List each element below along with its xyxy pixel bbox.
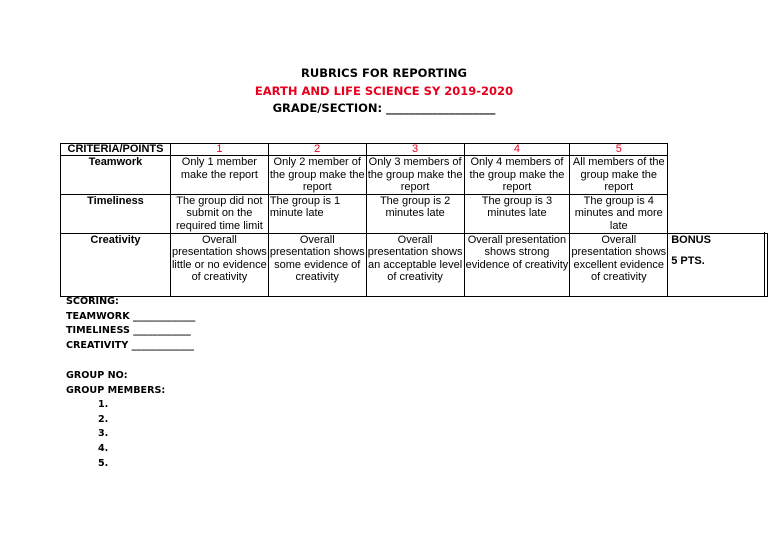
list-item: 1. [98, 399, 109, 411]
bonus-label: BONUS [671, 233, 711, 246]
scoring-teamwork-line: TEAMWORK _____________ [66, 310, 196, 322]
rubric-table [60, 143, 768, 297]
teamwork-cell-2: Only 2 member of the group make the report [269, 156, 365, 194]
rubric-header-row [61, 144, 768, 156]
bonus-column-edge [764, 232, 765, 296]
rubric-row-teamwork [61, 156, 768, 195]
timeliness-empty-cell [668, 194, 768, 233]
document-title: RUBRICS FOR REPORTING [301, 66, 467, 80]
timeliness-cell-5: The group is 4 minutes and more late [570, 194, 668, 233]
point-header-5: 5 [570, 144, 668, 156]
bonus-points: 5 PTS. [671, 255, 705, 268]
point-header-2: 2 [268, 144, 366, 156]
criterion-timeliness: Timeliness [61, 194, 171, 233]
criterion-teamwork: Teamwork [61, 156, 171, 195]
scoring-section [66, 295, 195, 353]
list-item: 3. [98, 428, 109, 440]
teamwork-cell-5: All members of the group make the report [570, 156, 668, 195]
bonus-cell [668, 233, 768, 296]
creativity-cell-3: Overall presentation shows an acceptable level of creativity [366, 233, 464, 296]
teamwork-empty-cell [668, 156, 768, 195]
timeliness-cell-2: The group is 1 minute late [268, 194, 366, 233]
criterion-creativity: Creativity [61, 233, 171, 296]
group-number-label: GROUP NO: [66, 370, 128, 381]
rubric-row-creativity [61, 233, 768, 296]
teamwork-cell-1: Only 1 member make the report [170, 156, 268, 195]
document-subtitle: EARTH AND LIFE SCIENCE SY 2019-2020 [254, 84, 514, 98]
scoring-creativity-line: CREATIVITY _____________ [66, 339, 194, 351]
creativity-cell-5: Overall presentation shows excellent evidence of creativity [570, 233, 668, 296]
group-section [66, 369, 165, 471]
list-item: 5. [98, 457, 109, 469]
scoring-timeliness-line: TIMELINESS ____________ [66, 325, 191, 337]
criteria-points-header: CRITERIA/POINTS [61, 144, 171, 156]
group-members-label: GROUP MEMBERS: [66, 384, 166, 396]
grade-section-line: GRADE/SECTION: ___________________ [272, 101, 496, 115]
teamwork-cell-3: Only 3 members of the group make the report [367, 156, 463, 194]
timeliness-cell-1: The group did not submit on the required time limit [170, 194, 268, 233]
creativity-cell-2: Overall presentation shows some evidence of creativity [268, 233, 366, 296]
rubric-row-timeliness [61, 194, 768, 233]
list-item: 2. [98, 413, 109, 425]
point-header-4: 4 [464, 144, 570, 156]
group-members-list [66, 398, 165, 471]
list-item: 4. [98, 442, 109, 454]
point-header-1: 1 [170, 144, 268, 156]
creativity-cell-1: Overall presentation shows little or no evidence of creativity [170, 233, 268, 296]
scoring-heading: SCORING: [66, 296, 119, 307]
header-empty-cell [668, 144, 768, 156]
teamwork-cell-4: Only 4 members of the group make the report [464, 156, 570, 195]
creativity-cell-4: Overall presentation shows strong evidence of creativity [464, 233, 570, 296]
timeliness-cell-4: The group is 3 minutes late [464, 194, 570, 233]
timeliness-cell-3: The group is 2 minutes late [366, 194, 464, 233]
point-header-3: 3 [366, 144, 464, 156]
